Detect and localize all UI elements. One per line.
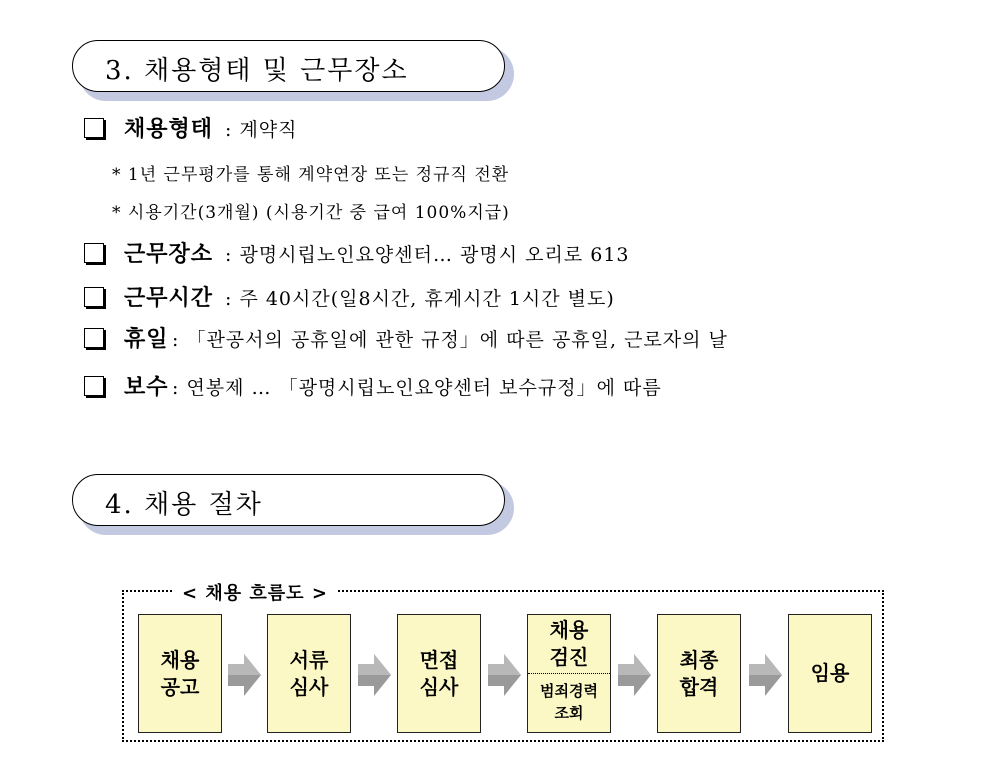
- arrow-right-icon: [358, 652, 392, 698]
- section-3-title: 3. 채용형태 및 근무장소: [105, 56, 409, 86]
- step-line: 채용: [549, 618, 589, 642]
- step-sub: [540, 674, 598, 724]
- step-appointment: [788, 614, 872, 733]
- bullet-value: : 연봉제 … 「광명시립노인요양센터 보수규정」에 따름: [172, 377, 662, 399]
- checkbox-icon: [84, 243, 104, 263]
- checkbox-icon: [84, 118, 104, 138]
- arrow-right-icon: [618, 652, 652, 698]
- step-health-check: [527, 614, 611, 733]
- section-4-header: [72, 474, 507, 528]
- checkbox-icon: [84, 376, 104, 396]
- step-line: 임용: [810, 661, 850, 685]
- bullet-value: : 광명시립노인요양센터… 광명시 오리로 613: [225, 244, 630, 266]
- step-line: 서류: [289, 647, 329, 672]
- step-document-review: [267, 614, 351, 733]
- checkbox-icon: [84, 328, 104, 348]
- bullet-label: 채용형태: [124, 117, 214, 142]
- bullet-label: 보수: [124, 375, 169, 400]
- note-probation: * 시용기간(3개월) (시용기간 중 급여 100%지급): [112, 203, 510, 223]
- step-job-posting: [138, 614, 222, 733]
- step-interview: [397, 614, 481, 733]
- arrow-right-icon: [488, 652, 522, 698]
- bullet-value: : 계약직: [225, 119, 298, 141]
- step-line: 최종: [679, 647, 719, 672]
- arrow-right-icon: [749, 652, 783, 698]
- step-line: 심사: [419, 674, 459, 699]
- step-line: 공고: [160, 674, 200, 699]
- section-4-title: 4. 채용 절차: [105, 490, 263, 520]
- step-sub-line: 조회: [554, 704, 584, 722]
- step-line: 합격: [679, 674, 719, 699]
- step-top: [528, 615, 610, 673]
- note-contract: * 1년 근무평가를 통해 계약연장 또는 정규직 전환: [112, 165, 510, 185]
- checkbox-icon: [84, 287, 104, 307]
- arrow-right-icon: [228, 652, 262, 698]
- bullet-label: 근무장소: [124, 242, 214, 267]
- bullet-label: 근무시간: [124, 286, 214, 311]
- bullet-label: 휴일: [124, 327, 169, 352]
- section-3-header: [72, 40, 507, 94]
- step-line: 심사: [289, 674, 329, 699]
- step-sub-line: 범죄경력: [540, 682, 598, 700]
- step-line: 검진: [549, 645, 589, 669]
- bullet-value: : 「관공서의 공휴일에 관한 규정」에 따른 공휴일, 근로자의 날: [172, 329, 728, 351]
- step-final-pass: [657, 614, 741, 733]
- step-line: 면접: [419, 647, 459, 672]
- step-line: 채용: [160, 647, 200, 672]
- flow-chart-title: < 채용 흐름도 >: [172, 579, 338, 605]
- bullet-value: : 주 40시간(일8시간, 휴게시간 1시간 별도): [225, 288, 615, 310]
